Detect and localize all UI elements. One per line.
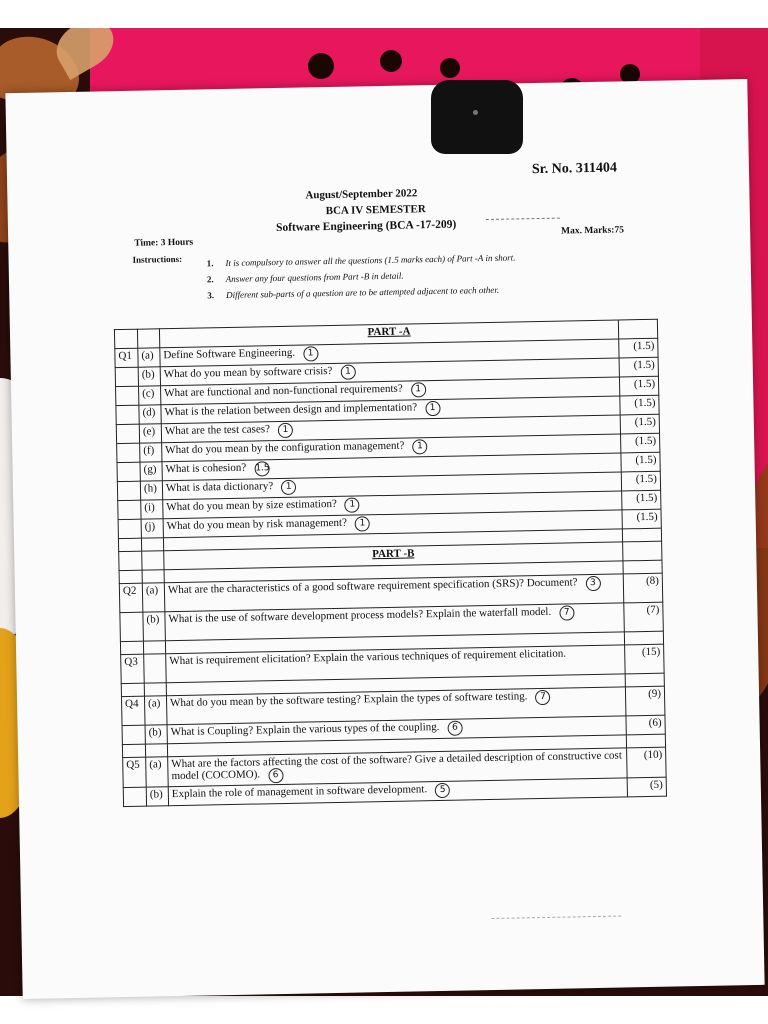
marks-value: (1.5) bbox=[621, 433, 660, 453]
sub-part-label: (g) bbox=[140, 462, 162, 481]
fabric-dot bbox=[380, 50, 402, 72]
sub-part-label: (d) bbox=[139, 405, 161, 424]
sub-part-label: (a) bbox=[138, 348, 160, 367]
header-divider bbox=[486, 218, 560, 220]
sub-part-label: (b) bbox=[145, 725, 167, 744]
question-number: Q3 bbox=[121, 654, 145, 683]
question-number bbox=[120, 612, 144, 641]
marks-value: (1.5) bbox=[619, 376, 658, 396]
time-allowed: Time: 3 Hours bbox=[134, 237, 194, 249]
semester-title: BCA IV SEMESTER bbox=[325, 203, 426, 218]
instruction-text: Different sub-parts of a question are to be attempted adjacent to each other. bbox=[225, 284, 500, 301]
subject-title: Software Engineering (BCA -17-209) bbox=[275, 218, 457, 235]
sub-part-label: (i) bbox=[141, 500, 163, 519]
marks-value: (7) bbox=[624, 602, 664, 632]
handwritten-mark-note: 1 bbox=[281, 480, 296, 495]
sub-part-label: (a) bbox=[144, 696, 167, 725]
fabric-dot bbox=[440, 58, 460, 78]
marks-value: (15) bbox=[625, 644, 665, 674]
question-text: What do you mean by software crisis? bbox=[163, 364, 333, 381]
sub-part-label: (a) bbox=[142, 583, 165, 612]
question-number: Q2 bbox=[119, 583, 143, 612]
sub-part-label: (b) bbox=[143, 612, 166, 641]
question-text: What is the relation between design and implementation? bbox=[164, 401, 418, 419]
question-text: What is the use of software development process models? Explain the waterfall model. bbox=[168, 605, 552, 626]
marks-value: (10) bbox=[627, 747, 667, 778]
marks-value: (8) bbox=[623, 573, 663, 603]
question-text: What do you mean by size estimation? bbox=[166, 497, 337, 514]
question-table bbox=[114, 319, 667, 807]
question-text: What is cohesion? bbox=[165, 461, 247, 476]
sub-part-label: (j) bbox=[141, 519, 163, 538]
handwritten-mark-note: 6 bbox=[447, 721, 462, 736]
question-text: What do you mean by risk management? bbox=[166, 516, 348, 533]
question-text: What is data dictionary? bbox=[165, 480, 274, 495]
question-number bbox=[115, 367, 138, 386]
handwritten-mark-note: 7 bbox=[535, 690, 550, 705]
question-text: Define Software Engineering. bbox=[163, 346, 296, 362]
marks-value: (1.5) bbox=[619, 357, 658, 377]
part-a-body bbox=[115, 338, 662, 538]
question-number bbox=[116, 424, 139, 443]
question-number: Q4 bbox=[121, 696, 145, 725]
question-number bbox=[118, 519, 141, 538]
exam-paper bbox=[5, 79, 764, 999]
handwritten-mark-note: 1 bbox=[303, 346, 318, 361]
sub-part-label bbox=[144, 654, 167, 683]
handwritten-mark-note: 1 bbox=[425, 401, 440, 416]
question-text: What do you mean by the configuration management? bbox=[165, 439, 405, 457]
binder-clip bbox=[431, 80, 523, 154]
question-number bbox=[122, 725, 145, 744]
question-text: What are the test cases? bbox=[164, 423, 271, 438]
marks-value: (1.5) bbox=[620, 395, 659, 415]
binder-clip-rivet bbox=[473, 110, 478, 115]
handwritten-mark-note: 1 bbox=[355, 516, 370, 531]
instruction-number: 3. bbox=[207, 290, 215, 301]
max-marks: Max. Marks:75 bbox=[561, 225, 625, 237]
question-text: What do you mean by the software testing? Explain the types of software testing. bbox=[169, 690, 528, 710]
marks-value: (1.5) bbox=[621, 471, 660, 491]
question-number: Q5 bbox=[123, 757, 147, 787]
marks-value: (1.5) bbox=[620, 414, 659, 434]
question-text: What are the characteristics of a good software requirement specification (SRS)? Document? bbox=[167, 576, 578, 597]
serial-number: Sr. No. 311404 bbox=[531, 160, 618, 178]
footer-dashed-line bbox=[491, 916, 621, 919]
sub-part-label: (e) bbox=[139, 424, 161, 443]
instruction-text: Answer any four questions from Part -B in detail. bbox=[225, 270, 404, 285]
marks-value: (9) bbox=[625, 686, 665, 716]
question-text: Explain the role of management in software development. bbox=[171, 783, 428, 801]
question-number bbox=[118, 500, 141, 519]
sub-part-label: (b) bbox=[138, 367, 160, 386]
part-b-body bbox=[119, 573, 666, 806]
fabric-dot bbox=[308, 53, 334, 79]
marks-value: (1.5) bbox=[622, 509, 661, 529]
marks-value: (1.5) bbox=[621, 452, 660, 472]
question-text: What are functional and non-functional requirements? bbox=[164, 382, 403, 400]
question-number bbox=[117, 443, 140, 462]
sub-part-label: (a) bbox=[146, 757, 169, 787]
marks-value: (5) bbox=[627, 777, 666, 797]
part-a-heading: PART -A bbox=[159, 320, 618, 348]
instruction-text: It is compulsory to answer all the questions (1.5 marks each) of Part -A in short. bbox=[225, 252, 516, 269]
sub-part-label: (f) bbox=[140, 443, 162, 462]
handwritten-mark-note: 3 bbox=[585, 576, 600, 591]
marks-value: (6) bbox=[626, 715, 665, 735]
handwritten-mark-note: 1 bbox=[412, 439, 427, 454]
question-number: Q1 bbox=[115, 348, 138, 367]
sub-part-label: (h) bbox=[140, 481, 162, 500]
instructions-label: Instructions: bbox=[132, 253, 183, 265]
part-b-heading: PART -B bbox=[164, 542, 623, 570]
handwritten-mark-note: 1.5 bbox=[254, 461, 269, 476]
sub-part-label: (b) bbox=[146, 787, 168, 806]
handwritten-mark-note: 6 bbox=[268, 768, 283, 783]
sub-part-label: (c) bbox=[139, 386, 161, 405]
instruction-number: 1. bbox=[206, 258, 214, 269]
question-number bbox=[116, 405, 139, 424]
question-text: What is requirement elicitation? Explain the various techniques of requirement elicitation. bbox=[169, 647, 567, 668]
handwritten-mark-note: 1 bbox=[411, 382, 426, 397]
handwritten-mark-note: 7 bbox=[559, 605, 574, 620]
handwritten-mark-note: 1 bbox=[278, 423, 293, 438]
exam-session: August/September 2022 bbox=[305, 187, 418, 202]
marks-value: (1.5) bbox=[622, 490, 661, 510]
question-text: What is Coupling? Explain the various types of the coupling. bbox=[170, 720, 440, 739]
question-number bbox=[123, 787, 146, 806]
instruction-number: 2. bbox=[206, 274, 214, 285]
handwritten-mark-note: 1 bbox=[340, 365, 355, 380]
question-number bbox=[117, 481, 140, 500]
question-number bbox=[116, 386, 139, 405]
question-number bbox=[117, 462, 140, 481]
question-text: What are the factors affecting the cost of the software? Give a detailed description of constructive cost model (COCOMO). bbox=[171, 749, 622, 783]
marks-value: (1.5) bbox=[619, 338, 658, 358]
handwritten-mark-note: 5 bbox=[435, 783, 450, 798]
handwritten-mark-note: 1 bbox=[345, 497, 360, 512]
